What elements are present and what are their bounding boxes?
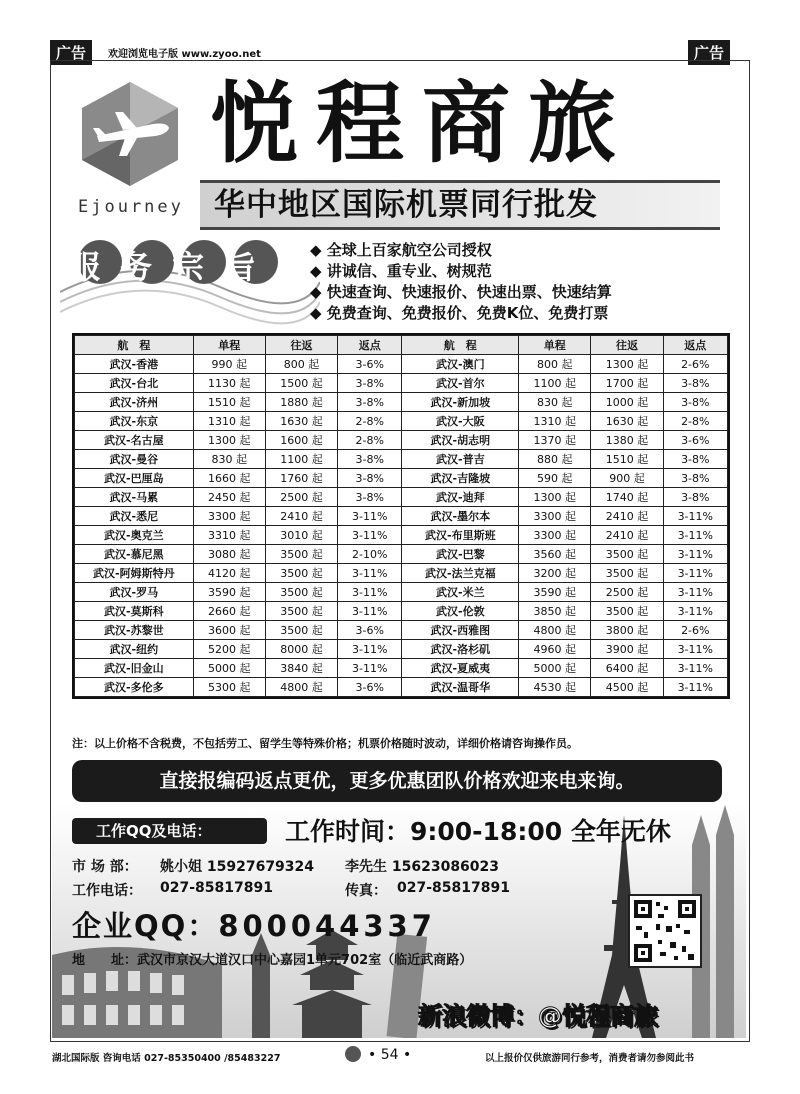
commission-cell: 3-11% (338, 640, 402, 659)
route-cell: 武汉-迪拜 (402, 488, 519, 507)
price-cell: 800 起 (265, 355, 337, 374)
table-row (75, 659, 728, 678)
price-cell: 4960 起 (519, 640, 591, 659)
bullet-text: 讲诚信、重专业、树规范 (326, 262, 492, 280)
bullet-text: 快速查询、快速报价、快速出票、快速结算 (326, 283, 612, 301)
price-cell: 4800 起 (519, 621, 591, 640)
price-cell: 3800 起 (591, 621, 663, 640)
route-cell: 武汉-澳门 (402, 355, 519, 374)
route-cell: 武汉-慕尼黑 (75, 545, 194, 564)
commission-cell: 3-8% (663, 393, 727, 412)
price-cell: 3300 起 (519, 526, 591, 545)
route-cell: 武汉-莫斯科 (75, 602, 194, 621)
header-cell: 航 程 (402, 336, 519, 355)
route-cell: 武汉-墨尔本 (402, 507, 519, 526)
price-cell: 1660 起 (193, 469, 265, 488)
route-cell: 武汉-东京 (75, 412, 194, 431)
header-cell: 返点 (338, 336, 402, 355)
fare-table-wrap (72, 333, 730, 699)
price-cell: 4530 起 (519, 678, 591, 697)
logo-text: Ejourney (78, 197, 184, 217)
commission-cell: 2-6% (663, 355, 727, 374)
page-number: • 54 • (368, 1047, 412, 1063)
qq-phone-pill (72, 818, 267, 844)
service-bullet: ◆ 全球上百家航空公司授权 (310, 241, 492, 259)
price-note: 注：以上价格不含税费，不包括劳工、留学生等特殊价格；机票价格随时波动，详细价格请咨询操作员。 (72, 737, 578, 750)
route-cell: 武汉-夏威夷 (402, 659, 519, 678)
table-row (75, 678, 728, 697)
commission-cell: 3-8% (338, 488, 402, 507)
phone-value[interactable]: 027-85817891 (160, 880, 273, 896)
commission-cell: 3-8% (338, 374, 402, 393)
market-contact-1[interactable]: 姚小姐 15927679324 (160, 859, 315, 875)
price-cell: 4500 起 (591, 678, 663, 697)
commission-cell: 3-6% (338, 621, 402, 640)
price-cell: 880 起 (519, 450, 591, 469)
brand-title: 悦程商旅 (210, 72, 635, 175)
header-cell: 往返 (265, 336, 337, 355)
commission-cell: 3-11% (663, 602, 727, 621)
commission-cell: 2-8% (663, 412, 727, 431)
price-cell: 1000 起 (591, 393, 663, 412)
airplane-logo-icon (75, 78, 185, 188)
table-row (75, 545, 728, 564)
commission-cell: 3-11% (663, 507, 727, 526)
subtitle-bar (200, 180, 720, 230)
commission-cell: 3-11% (663, 659, 727, 678)
price-cell: 5200 起 (193, 640, 265, 659)
commission-cell: 3-8% (663, 469, 727, 488)
table-row (75, 621, 728, 640)
commission-cell: 3-11% (338, 526, 402, 545)
price-cell: 4120 起 (193, 564, 265, 583)
route-cell: 武汉-曼谷 (75, 450, 194, 469)
commission-cell: 3-11% (338, 507, 402, 526)
price-cell: 800 起 (519, 355, 591, 374)
table-row (75, 374, 728, 393)
address-value: 武汉市京汉大道汉口中心嘉园1单元702室（临近武商路） (137, 953, 473, 968)
table-row (75, 412, 728, 431)
route-cell: 武汉-纽约 (75, 640, 194, 659)
service-bullet: ◆ 免费查询、免费报价、免费K位、免费打票 (310, 304, 609, 322)
table-row (75, 488, 728, 507)
price-cell: 3500 起 (265, 545, 337, 564)
price-cell: 3500 起 (265, 621, 337, 640)
price-cell: 2500 起 (265, 488, 337, 507)
commission-cell: 3-11% (663, 583, 727, 602)
route-cell: 武汉-济州 (75, 393, 194, 412)
route-cell: 武汉-巴厘岛 (75, 469, 194, 488)
route-cell: 武汉-香港 (75, 355, 194, 374)
qq-number[interactable]: 800044337 (218, 909, 436, 943)
table-row (75, 526, 728, 545)
commission-cell: 3-11% (663, 640, 727, 659)
market-contact-2[interactable]: 李先生 15623086023 (345, 859, 500, 875)
price-cell: 2410 起 (591, 526, 663, 545)
price-cell: 1630 起 (591, 412, 663, 431)
fax-value[interactable]: 027-85817891 (397, 880, 510, 896)
service-bullet: ◆ 讲诚信、重专业、树规范 (310, 262, 492, 280)
service-bullets (310, 240, 740, 324)
price-cell: 1380 起 (591, 431, 663, 450)
price-cell: 1300 起 (591, 355, 663, 374)
table-row (75, 393, 728, 412)
route-cell: 武汉-洛杉矶 (402, 640, 519, 659)
table-row (75, 469, 728, 488)
commission-cell: 3-11% (338, 583, 402, 602)
price-cell: 3200 起 (519, 564, 591, 583)
price-cell: 5000 起 (519, 659, 591, 678)
price-cell: 1500 起 (265, 374, 337, 393)
price-cell: 1880 起 (265, 393, 337, 412)
qq-label: 企业QQ： (72, 909, 219, 943)
work-hours: 工作时间：9:00-18:00 全年无休 (285, 817, 671, 846)
price-cell: 3300 起 (193, 507, 265, 526)
price-cell: 5300 起 (193, 678, 265, 697)
price-cell: 1130 起 (193, 374, 265, 393)
route-cell: 武汉-布里斯班 (402, 526, 519, 545)
enterprise-qq (72, 904, 436, 945)
table-row (75, 355, 728, 374)
commission-cell: 3-11% (663, 526, 727, 545)
price-cell: 1300 起 (519, 488, 591, 507)
route-cell: 武汉-西雅图 (402, 621, 519, 640)
weibo-handle[interactable]: 新浪微博：@悦程商旅 (418, 1002, 658, 1030)
route-cell: 武汉-米兰 (402, 583, 519, 602)
price-cell: 8000 起 (265, 640, 337, 659)
ad-tag-right: 广告 (688, 40, 730, 65)
header-cell: 航 程 (75, 336, 194, 355)
route-cell: 武汉-多伦多 (75, 678, 194, 697)
price-cell: 3010 起 (265, 526, 337, 545)
fax-label: 传真： (345, 883, 387, 899)
commission-cell: 3-6% (338, 678, 402, 697)
publisher-logo-icon (345, 1046, 361, 1062)
price-cell: 830 起 (193, 450, 265, 469)
price-cell: 830 起 (519, 393, 591, 412)
route-cell: 武汉-新加坡 (402, 393, 519, 412)
commission-cell: 3-8% (338, 393, 402, 412)
commission-cell: 3-8% (338, 450, 402, 469)
promo-banner (72, 760, 722, 802)
price-cell: 6400 起 (591, 659, 663, 678)
price-cell: 3310 起 (193, 526, 265, 545)
price-cell: 3500 起 (265, 583, 337, 602)
commission-cell: 3-8% (663, 374, 727, 393)
route-cell: 武汉-吉隆坡 (402, 469, 519, 488)
route-cell: 武汉-普吉 (402, 450, 519, 469)
price-cell: 3300 起 (519, 507, 591, 526)
table-row (75, 640, 728, 659)
address-label: 地 址： (72, 953, 138, 968)
header-cell: 往返 (591, 336, 663, 355)
price-cell: 4800 起 (265, 678, 337, 697)
price-cell: 2410 起 (265, 507, 337, 526)
route-cell: 武汉-法兰克福 (402, 564, 519, 583)
route-cell: 武汉-温哥华 (402, 678, 519, 697)
table-row (75, 431, 728, 450)
route-cell: 武汉-大阪 (402, 412, 519, 431)
price-cell: 1510 起 (193, 393, 265, 412)
price-cell: 3500 起 (265, 564, 337, 583)
price-cell: 5000 起 (193, 659, 265, 678)
commission-cell: 2-8% (338, 431, 402, 450)
price-cell: 3080 起 (193, 545, 265, 564)
price-cell: 3590 起 (193, 583, 265, 602)
route-cell: 武汉-首尔 (402, 374, 519, 393)
market-label: 市 场 部： (72, 859, 138, 875)
price-cell: 3590 起 (519, 583, 591, 602)
service-bullet: ◆ 快速查询、快速报价、快速出票、快速结算 (310, 283, 612, 301)
promo-text: 直接报编码返点更优，更多优惠团队价格欢迎来电来询。 (159, 770, 635, 792)
price-cell: 1300 起 (193, 431, 265, 450)
header-cell: 单程 (193, 336, 265, 355)
price-cell: 2410 起 (591, 507, 663, 526)
commission-cell: 3-8% (663, 488, 727, 507)
table-row (75, 602, 728, 621)
price-cell: 590 起 (519, 469, 591, 488)
route-cell: 武汉-胡志明 (402, 431, 519, 450)
price-cell: 1370 起 (519, 431, 591, 450)
price-cell: 3500 起 (591, 545, 663, 564)
route-cell: 武汉-阿姆斯特丹 (75, 564, 194, 583)
price-cell: 3500 起 (591, 602, 663, 621)
price-cell: 1600 起 (265, 431, 337, 450)
header-cell: 单程 (519, 336, 591, 355)
phone-label: 工作电话： (72, 883, 142, 899)
qq-phone-label: 工作QQ及电话： (96, 822, 212, 840)
table-row (75, 583, 728, 602)
price-cell: 1760 起 (265, 469, 337, 488)
price-cell: 1510 起 (591, 450, 663, 469)
table-row (75, 507, 728, 526)
route-cell: 武汉-苏黎世 (75, 621, 194, 640)
commission-cell: 2-8% (338, 412, 402, 431)
price-cell: 1700 起 (591, 374, 663, 393)
footer-left: 湖北国际版 咨询电话 027-85350400 /85483227 (52, 1053, 281, 1064)
table-row (75, 450, 728, 469)
price-cell: 3560 起 (519, 545, 591, 564)
price-cell: 900 起 (591, 469, 663, 488)
welcome-text: 欢迎浏览电子版 www.zyoo.net (108, 49, 261, 60)
route-cell: 武汉-罗马 (75, 583, 194, 602)
commission-cell: 3-11% (338, 602, 402, 621)
price-cell: 1740 起 (591, 488, 663, 507)
price-cell: 1100 起 (265, 450, 337, 469)
address-line (72, 949, 472, 968)
header-cell: 返点 (663, 336, 727, 355)
price-cell: 3600 起 (193, 621, 265, 640)
price-cell: 3500 起 (265, 602, 337, 621)
commission-cell: 3-6% (338, 355, 402, 374)
price-cell: 2660 起 (193, 602, 265, 621)
commission-cell: 3-11% (663, 545, 727, 564)
price-cell: 2500 起 (591, 583, 663, 602)
commission-cell: 3-11% (338, 659, 402, 678)
commission-cell: 3-11% (663, 564, 727, 583)
commission-cell: 2-6% (663, 621, 727, 640)
commission-cell: 3-8% (663, 450, 727, 469)
price-cell: 3840 起 (265, 659, 337, 678)
table-row (75, 564, 728, 583)
route-cell: 武汉-悉尼 (75, 507, 194, 526)
route-cell: 武汉-马累 (75, 488, 194, 507)
price-cell: 1310 起 (519, 412, 591, 431)
price-cell: 1630 起 (265, 412, 337, 431)
commission-cell: 3-8% (338, 469, 402, 488)
price-cell: 3850 起 (519, 602, 591, 621)
fare-table (74, 335, 728, 697)
route-cell: 武汉-名古屋 (75, 431, 194, 450)
price-cell: 2450 起 (193, 488, 265, 507)
bullet-text: 免费查询、免费报价、免费K位、免费打票 (326, 304, 609, 322)
subtitle-text: 华中地区国际机票同行批发 (214, 187, 598, 223)
price-cell: 1310 起 (193, 412, 265, 431)
commission-cell: 3-11% (663, 678, 727, 697)
commission-cell: 2-10% (338, 545, 402, 564)
route-cell: 武汉-旧金山 (75, 659, 194, 678)
price-cell: 3900 起 (591, 640, 663, 659)
price-cell: 3500 起 (591, 564, 663, 583)
route-cell: 武汉-奥克兰 (75, 526, 194, 545)
price-cell: 1100 起 (519, 374, 591, 393)
bullet-text: 全球上百家航空公司授权 (326, 241, 492, 259)
price-cell: 990 起 (193, 355, 265, 374)
service-title: 服务宗旨 (68, 248, 277, 286)
footer-right: 以上报价仅供旅游同行参考，消费者请勿参阅此书 (485, 1053, 695, 1064)
route-cell: 武汉-伦敦 (402, 602, 519, 621)
table-header-row (75, 336, 728, 355)
route-cell: 武汉-台北 (75, 374, 194, 393)
ad-tag-left: 广告 (50, 40, 92, 65)
route-cell: 武汉-巴黎 (402, 545, 519, 564)
qr-code[interactable] (628, 894, 702, 968)
commission-cell: 3-11% (338, 564, 402, 583)
commission-cell: 3-6% (663, 431, 727, 450)
